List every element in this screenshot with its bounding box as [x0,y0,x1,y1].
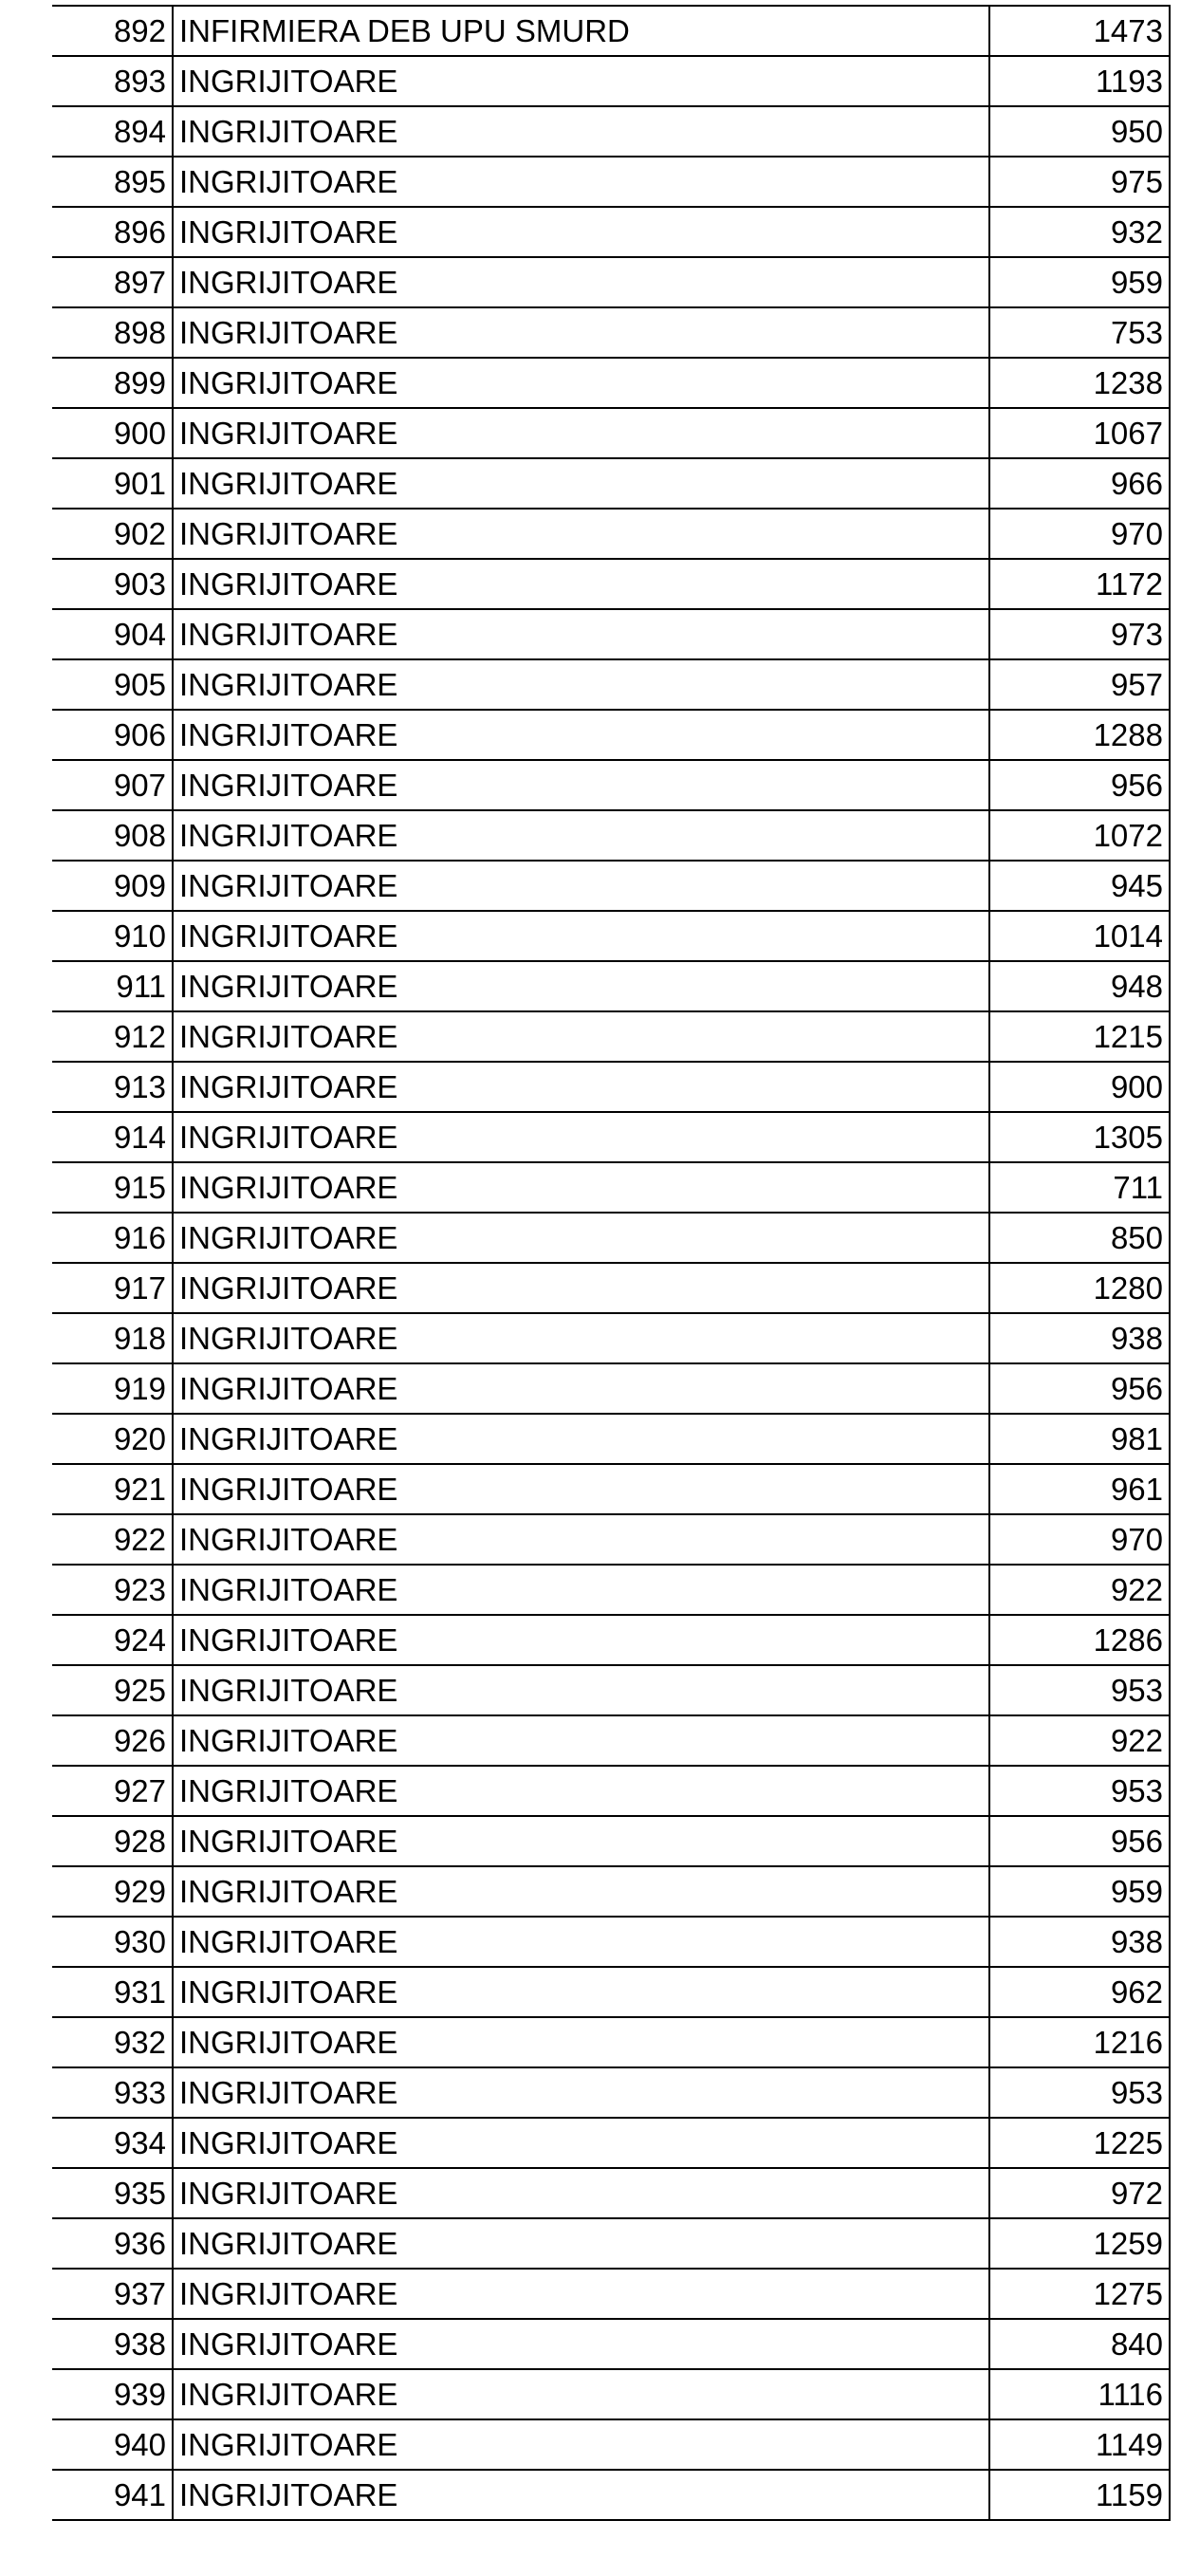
job-title-cell: INGRIJITOARE [173,2419,989,2470]
job-title-cell: INGRIJITOARE [173,710,989,760]
row-number-cell: 916 [52,1213,173,1263]
table-row [52,1967,1170,2017]
value-cell: 970 [989,509,1170,559]
row-number-cell: 940 [52,2419,173,2470]
table-row [52,961,1170,1011]
job-title-cell: INGRIJITOARE [173,1917,989,1967]
row-number-cell: 938 [52,2319,173,2369]
value-cell: 1116 [989,2369,1170,2419]
table-row [52,1363,1170,1414]
table-row [52,1263,1170,1313]
value-cell: 975 [989,157,1170,207]
row-number-cell: 917 [52,1263,173,1313]
table-row [52,559,1170,609]
row-number-cell: 906 [52,710,173,760]
job-title-cell: INGRIJITOARE [173,1112,989,1162]
value-cell: 753 [989,307,1170,358]
table-row [52,1464,1170,1514]
table-row [52,1162,1170,1213]
table-row [52,358,1170,408]
job-title-cell: INGRIJITOARE [173,1313,989,1363]
job-title-cell: INGRIJITOARE [173,1213,989,1263]
row-number-cell: 941 [52,2470,173,2520]
value-cell: 953 [989,2067,1170,2118]
row-number-cell: 895 [52,157,173,207]
table-row [52,1816,1170,1866]
row-number-cell: 927 [52,1766,173,1816]
row-number-cell: 899 [52,358,173,408]
job-title-cell: INGRIJITOARE [173,1665,989,1715]
row-number-cell: 915 [52,1162,173,1213]
row-number-cell: 922 [52,1514,173,1565]
row-number-cell: 902 [52,509,173,559]
table-row [52,861,1170,911]
job-title-cell: INGRIJITOARE [173,106,989,157]
job-title-cell: INGRIJITOARE [173,1866,989,1917]
job-title-cell: INGRIJITOARE [173,2067,989,2118]
value-cell: 1149 [989,2419,1170,2470]
table-row [52,1313,1170,1363]
row-number-cell: 892 [52,6,173,56]
row-number-cell: 905 [52,659,173,710]
job-title-cell: INGRIJITOARE [173,157,989,207]
job-title-cell: INGRIJITOARE [173,1363,989,1414]
row-number-cell: 924 [52,1615,173,1665]
row-number-cell: 909 [52,861,173,911]
row-number-cell: 900 [52,408,173,458]
value-cell: 1072 [989,810,1170,861]
table-row [52,6,1170,56]
salary-table [52,5,1171,2521]
job-title-cell: INGRIJITOARE [173,1011,989,1062]
row-number-cell: 896 [52,207,173,257]
row-number-cell: 908 [52,810,173,861]
table-row [52,2319,1170,2369]
value-cell: 850 [989,1213,1170,1263]
table-row [52,1112,1170,1162]
value-cell: 1225 [989,2118,1170,2168]
row-number-cell: 939 [52,2369,173,2419]
value-cell: 1286 [989,1615,1170,1665]
job-title-cell: INGRIJITOARE [173,257,989,307]
job-title-cell: INGRIJITOARE [173,2369,989,2419]
row-number-cell: 925 [52,1665,173,1715]
job-title-cell: INGRIJITOARE [173,1464,989,1514]
value-cell: 972 [989,2168,1170,2218]
value-cell: 1473 [989,6,1170,56]
row-number-cell: 926 [52,1715,173,1766]
value-cell: 959 [989,257,1170,307]
table-row [52,157,1170,207]
row-number-cell: 898 [52,307,173,358]
table-row [52,1514,1170,1565]
table-row [52,56,1170,106]
job-title-cell: INGRIJITOARE [173,1715,989,1766]
row-number-cell: 933 [52,2067,173,2118]
table-row [52,760,1170,810]
value-cell: 1275 [989,2269,1170,2319]
table-row [52,2168,1170,2218]
value-cell: 1159 [989,2470,1170,2520]
table-row [52,1665,1170,1715]
job-title-cell: INGRIJITOARE [173,1816,989,1866]
value-cell: 956 [989,1363,1170,1414]
table-row [52,509,1170,559]
table-row [52,1917,1170,1967]
table-row [52,1715,1170,1766]
row-number-cell: 918 [52,1313,173,1363]
value-cell: 961 [989,1464,1170,1514]
table-row [52,1062,1170,1112]
row-number-cell: 935 [52,2168,173,2218]
job-title-cell: INGRIJITOARE [173,659,989,710]
job-title-cell: INGRIJITOARE [173,1766,989,1816]
job-title-cell: INGRIJITOARE [173,1062,989,1112]
value-cell: 962 [989,1967,1170,2017]
row-number-cell: 901 [52,458,173,509]
table-row [52,1414,1170,1464]
row-number-cell: 937 [52,2269,173,2319]
job-title-cell: INGRIJITOARE [173,358,989,408]
table-row [52,307,1170,358]
value-cell: 973 [989,609,1170,659]
job-title-cell: INGRIJITOARE [173,509,989,559]
row-number-cell: 907 [52,760,173,810]
value-cell: 922 [989,1565,1170,1615]
job-title-cell: INGRIJITOARE [173,56,989,106]
value-cell: 1259 [989,2218,1170,2269]
row-number-cell: 928 [52,1816,173,1866]
value-cell: 948 [989,961,1170,1011]
value-cell: 938 [989,1917,1170,1967]
job-title-cell: INGRIJITOARE [173,2269,989,2319]
value-cell: 1288 [989,710,1170,760]
table-row [52,710,1170,760]
table-row [52,2470,1170,2520]
job-title-cell: INGRIJITOARE [173,1514,989,1565]
value-cell: 956 [989,1816,1170,1866]
value-cell: 1238 [989,358,1170,408]
job-title-cell: INGRIJITOARE [173,2118,989,2168]
table-row [52,1766,1170,1816]
row-number-cell: 903 [52,559,173,609]
job-title-cell: INGRIJITOARE [173,2470,989,2520]
job-title-cell: INGRIJITOARE [173,2017,989,2067]
row-number-cell: 919 [52,1363,173,1414]
value-cell: 1215 [989,1011,1170,1062]
value-cell: 1172 [989,559,1170,609]
value-cell: 970 [989,1514,1170,1565]
value-cell: 981 [989,1414,1170,1464]
job-title-cell: INGRIJITOARE [173,2319,989,2369]
table-row [52,1011,1170,1062]
table-row [52,408,1170,458]
value-cell: 966 [989,458,1170,509]
job-title-cell: INGRIJITOARE [173,1565,989,1615]
value-cell: 950 [989,106,1170,157]
table-row [52,1615,1170,1665]
job-title-cell: INFIRMIERA DEB UPU SMURD [173,6,989,56]
value-cell: 1067 [989,408,1170,458]
value-cell: 932 [989,207,1170,257]
table-row [52,810,1170,861]
table-row [52,257,1170,307]
job-title-cell: INGRIJITOARE [173,559,989,609]
table-row [52,2269,1170,2319]
row-number-cell: 931 [52,1967,173,2017]
table-row [52,2419,1170,2470]
row-number-cell: 912 [52,1011,173,1062]
row-number-cell: 911 [52,961,173,1011]
job-title-cell: INGRIJITOARE [173,458,989,509]
job-title-cell: INGRIJITOARE [173,307,989,358]
table-row [52,1213,1170,1263]
value-cell: 1193 [989,56,1170,106]
table-row [52,659,1170,710]
value-cell: 840 [989,2319,1170,2369]
row-number-cell: 913 [52,1062,173,1112]
table-row [52,2369,1170,2419]
value-cell: 956 [989,760,1170,810]
row-number-cell: 934 [52,2118,173,2168]
job-title-cell: INGRIJITOARE [173,1967,989,2017]
job-title-cell: INGRIJITOARE [173,961,989,1011]
job-title-cell: INGRIJITOARE [173,1414,989,1464]
job-title-cell: INGRIJITOARE [173,207,989,257]
value-cell: 957 [989,659,1170,710]
row-number-cell: 920 [52,1414,173,1464]
row-number-cell: 923 [52,1565,173,1615]
value-cell: 953 [989,1766,1170,1816]
table-row [52,911,1170,961]
value-cell: 953 [989,1665,1170,1715]
row-number-cell: 921 [52,1464,173,1514]
job-title-cell: INGRIJITOARE [173,609,989,659]
row-number-cell: 893 [52,56,173,106]
value-cell: 1280 [989,1263,1170,1313]
job-title-cell: INGRIJITOARE [173,1162,989,1213]
value-cell: 900 [989,1062,1170,1112]
job-title-cell: INGRIJITOARE [173,861,989,911]
row-number-cell: 932 [52,2017,173,2067]
table-row [52,1565,1170,1615]
table-row [52,207,1170,257]
job-title-cell: INGRIJITOARE [173,2218,989,2269]
table-row [52,2118,1170,2168]
row-number-cell: 910 [52,911,173,961]
value-cell: 1305 [989,1112,1170,1162]
salary-table-body [52,6,1170,2520]
table-row [52,2017,1170,2067]
table-row [52,609,1170,659]
value-cell: 959 [989,1866,1170,1917]
row-number-cell: 894 [52,106,173,157]
job-title-cell: INGRIJITOARE [173,408,989,458]
job-title-cell: INGRIJITOARE [173,760,989,810]
job-title-cell: INGRIJITOARE [173,810,989,861]
table-row [52,106,1170,157]
row-number-cell: 936 [52,2218,173,2269]
row-number-cell: 930 [52,1917,173,1967]
row-number-cell: 914 [52,1112,173,1162]
table-row [52,1866,1170,1917]
value-cell: 711 [989,1162,1170,1213]
value-cell: 945 [989,861,1170,911]
value-cell: 922 [989,1715,1170,1766]
job-title-cell: INGRIJITOARE [173,1615,989,1665]
job-title-cell: INGRIJITOARE [173,2168,989,2218]
table-row [52,458,1170,509]
value-cell: 938 [989,1313,1170,1363]
row-number-cell: 929 [52,1866,173,1917]
job-title-cell: INGRIJITOARE [173,911,989,961]
job-title-cell: INGRIJITOARE [173,1263,989,1313]
row-number-cell: 897 [52,257,173,307]
value-cell: 1216 [989,2017,1170,2067]
row-number-cell: 904 [52,609,173,659]
table-row [52,2218,1170,2269]
value-cell: 1014 [989,911,1170,961]
table-row [52,2067,1170,2118]
